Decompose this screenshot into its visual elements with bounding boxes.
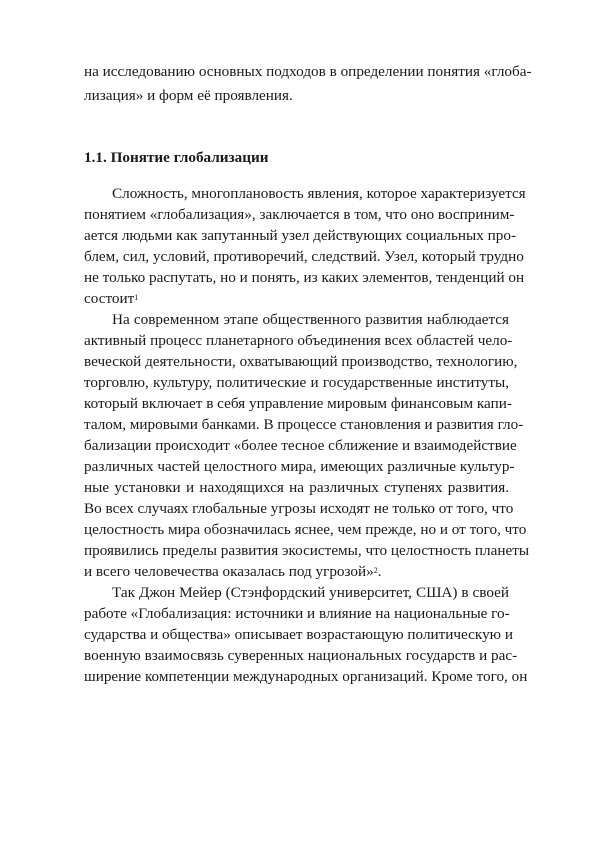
paragraph2-line: проявились пределы развития экосистемы, что целостность планеты	[84, 542, 530, 559]
paragraph2-line: который включает в себя управление мировым финансовым капи-	[84, 395, 512, 412]
paragraph2-line: веческой деятельности, охватывающий производство, технологию,	[84, 353, 518, 370]
paragraph2-last-line	[84, 562, 509, 582]
paragraph1-line: блем, сил, условий, противоречий, следствий. Узел, который трудно	[84, 248, 524, 265]
paragraph3-line: работе «Глобализация: источники и влияние на национальные го-	[84, 605, 510, 622]
paragraph2-line: Во всех случаях глобальные угрозы исходят не только от того, что	[84, 500, 514, 517]
paragraph3-line: ширение компетенции международных организаций. Кроме того, он	[84, 668, 528, 685]
paragraph1-line: понятием «глобализация», заключается в том, что оно восприним-	[84, 206, 515, 223]
intro-line: лизация» и форм её проявления.	[84, 87, 293, 104]
paragraph2-text: и всего человечества оказалась под угрозой»	[84, 563, 374, 580]
footnote-ref-1: 1	[134, 293, 139, 302]
paragraph1-last-line	[84, 289, 509, 309]
paragraph1-line: ается людьми как запутанный узел действующих социальных про-	[84, 227, 516, 244]
paragraph3-line: военную взаимосвязь суверенных национальных государств и рас-	[84, 647, 518, 664]
paragraph2-line: различных частей целостного мира, имеющих различные культур-	[84, 458, 515, 475]
paragraph2-line: На современном этапе общественного развития наблюдается	[112, 311, 509, 328]
paragraph2-line: целостность мира обозначилась яснее, чем прежде, но и от того, что	[84, 521, 527, 538]
footnote-ref-2: 2	[373, 566, 378, 575]
intro-line: на исследованию основных подходов в определении понятия «глоба-	[84, 63, 532, 80]
paragraph2-line: бализации происходит «более тесное сближение и взаимодействие	[84, 437, 517, 454]
paragraph1-line: не только распутать, но и понять, из каких элементов, тенденций он	[84, 269, 525, 286]
paragraph1-line: Сложность, многоплановость явления, которое характеризуется	[112, 185, 526, 202]
paragraph2-line: активный процесс планетарного объединения всех областей чело-	[84, 332, 513, 349]
paragraph2-line: талом, мировыми банками. В процессе становления и развития гло-	[84, 416, 524, 433]
paragraph2-line: ные установки и находящихся на различных ступенях развития.	[84, 479, 509, 496]
section-heading: 1.1. Понятие глобализации	[84, 149, 269, 166]
paragraph2-line: торговлю, культуру, политические и государственные институты,	[84, 374, 509, 391]
paragraph3-line: сударства и общества» описывает возрастающую политическую и	[84, 626, 513, 643]
paragraph1-text: состоит	[84, 290, 135, 307]
paragraph3-line: Так Джон Мейер (Стэнфордский университет, США) в своей	[112, 584, 509, 601]
paragraph2-end: .	[377, 563, 382, 580]
